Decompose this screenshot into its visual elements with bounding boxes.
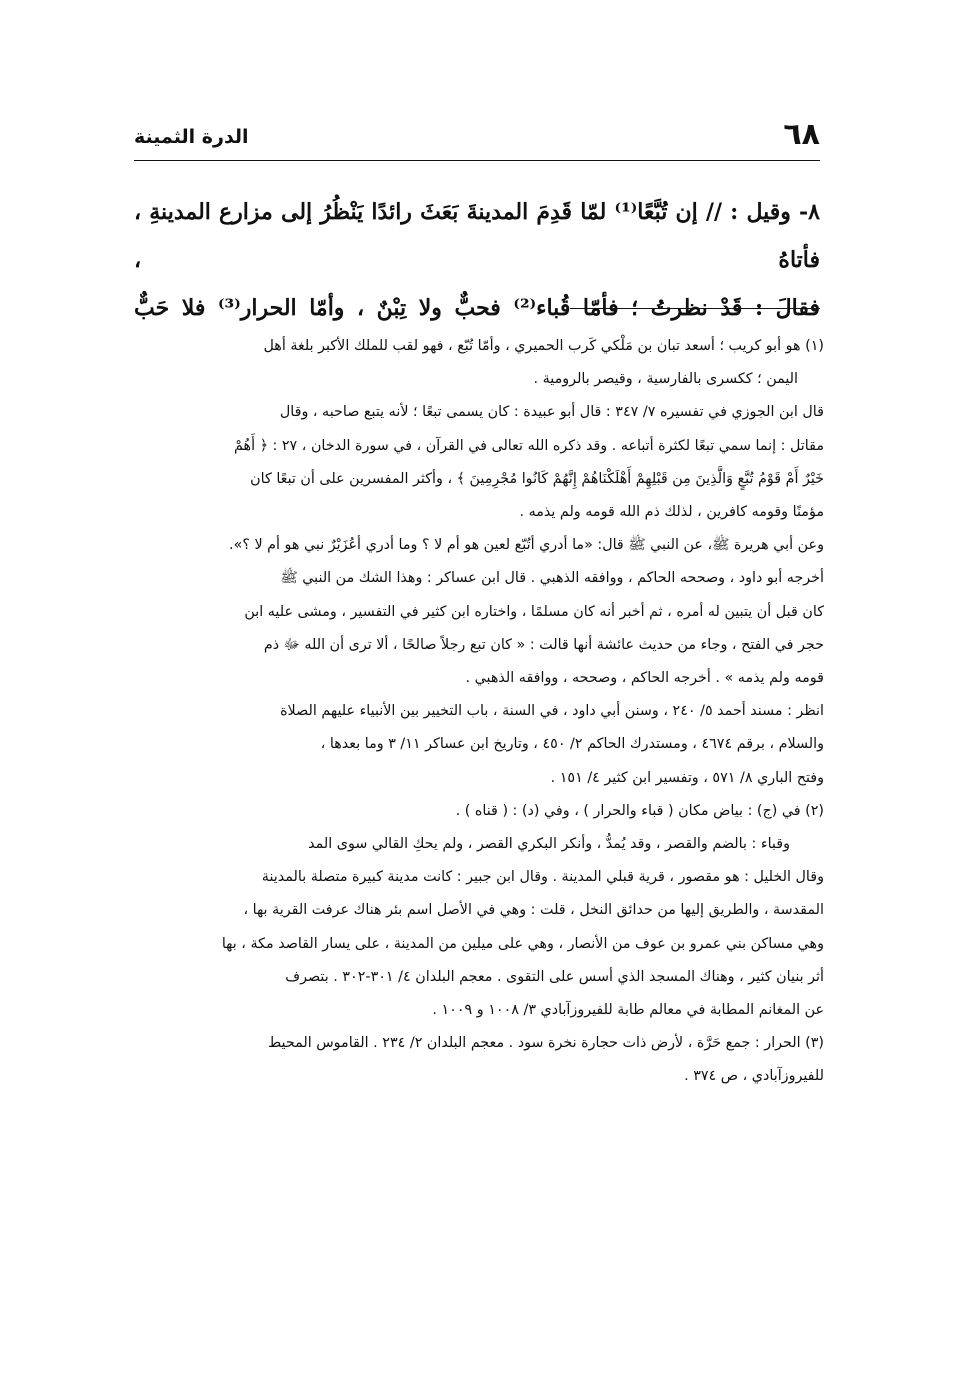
footnote-line: كان قبل أن يتبين له أمره ، ثم أخبر أنه كان مسلمًا ، واختاره ابن كثير في التفسير ، ومشى عليه ابن [244,603,824,620]
footnote-line: قومه ولم يذمه » . أخرجه الحاكم ، وصححه ، ووافقه الذهبي . [465,670,824,687]
footnote-line: والسلام ، برقم ٤٦٧٤ ، ومستدرك الحاكم ٢/ ٤٥٠ ، وتاريخ ابن عساكر ١١/ ٣ وما بعدها ، [320,736,824,753]
main-text [134,188,820,332]
footnote-line: وفتح الباري ٨/ ٥٧١ ، وتفسير ابن كثير ٤/ ١٥١ . [550,769,824,786]
footnote-line: قال ابن الجوزي في تفسيره ٧/ ٣٤٧ : قال أبو عبيدة : كان يسمى تبعًا ؛ لأنه يتبع صاحبه ، وقال [279,404,824,421]
page-number: ٦٨ [783,117,820,152]
footnote-line: (٢) في (ج) : بياض مكان ( قباء والحرار ) ، وفي (د) : ( قناه ) . [455,802,824,819]
footnote-line: أخرجه أبو داود ، وصححه الحاكم ، ووافقه الذهبي . قال ابن عساكر : وهذا الشك من النبي ﷺ [280,570,824,587]
header-divider [134,160,820,161]
footnote-line: وقباء : بالضم والقصر ، وقد يُمدُّ ، وأنكر البكري القصر ، ولم يحكِ القالي سوى المد [308,836,790,853]
footnote-line: مقاتل : إنما سمي تبعًا لكثرة أتباعه . وقد ذكره الله تعالى في القرآن ، في سورة الدخان ، ٢٧ : ﴿ أَهُمْ [234,437,824,454]
footnote-line: عن المغانم المطابة في معالم طابة للفيروزآبادي ٣/ ١٠٠٨ و ١٠٠٩ . [432,1002,824,1019]
running-title: الدرة الثمينة [134,126,249,148]
footnote-line: (٣) الحرار : جمع حَرَّة ، لأرض ذات حجارة نخرة سود . معجم البلدان ٢/ ٢٣٤ . القاموس المحيط [267,1035,824,1052]
main-text-line: ٨- وقيل : // إن تُبَّعًا⁽¹⁾ لمّا قَدِمَ المدينةَ بَعَثَ رائدًا يَنْظُرُ إلى مزارع المدينةِ ، فأتاهُ ، [134,199,820,273]
footnote-line: وعن أبي هريرة ﷺ، عن النبي ﷺ قال: «ما أدري أتُبّع لعين هو أم لا ؟ وما أدري أعُزَيْرٌ نبي هو أم لا ؟». [229,537,824,554]
footnote-line: اليمن ؛ ككسرى بالفارسية ، وقيصر بالرومية . [533,371,798,388]
footnote-line: حجر في الفتح ، وجاء من حديث عائشة أنها قالت : « كان تبع رجلاً صالحًا ، ألا ترى أن الله ﷻ ذم [263,636,824,653]
footnote-line: أثر بنيان كثير ، وهناك المسجد الذي أسس على التقوى . معجم البلدان ٤/ ٣٠١-٣٠٢ . بتصرف [285,968,824,985]
footnote-line: خَيْرٌ أَمْ قَوْمُ تُبَّعٍ وَالَّذِينَ مِن قَبْلِهِمْ أَهْلَكْنَاهُمْ إِنَّهُمْ كَانُوا مُجْرِمِينَ ﴾ ، وأكثر المفسرين على أن تبعًا كان [250,470,824,487]
footnote-line: انظر : مسند أحمد ٥/ ٢٤٠ ، وسنن أبي داود ، في السنة ، باب التخيير بين الأنبياء عليهم الصلاة [280,703,824,720]
page-header [134,118,820,158]
footnote-line: مؤمنًا وقومه كافرين ، لذلك ذم الله قومه ولم يذمه . [519,504,824,521]
footnote-line: للفيروزآبادي ، ص ٣٧٤ . [684,1068,824,1085]
footnotes [134,330,824,1094]
footnote-line: (١) هو أبو كريب ؛ أسعد تبان بن مَلْكي كَرب الحميري ، وأمّا تُبّع ، فهو لقب للملك الأكبر بلغة أهل [263,338,824,354]
footnote-line: وقال الخليل : هو مقصور ، قرية قبلي المدينة . وقال ابن جبير : كانت مدينة كبيرة متصلة بالمدينة [261,869,824,886]
footnote-line: وهي مساكن بني عمرو بن عوف من الأنصار ، وهي على ميلين من المدينة ، على يسار القاصد مكة ، بها [221,935,824,952]
main-text-line: فقالَ : قَدْ نظرتُ ؛ فأمّا قُباء⁽²⁾ فحبٌّ ولا تِبْنٌ ، وأمّا الحرار⁽³⁾ فلا حَبٌّ [134,295,820,321]
footnote-divider [570,308,820,309]
footnote-line: المقدسة ، والطريق إليها من حدائق النخل ، قلت : وهي في الأصل اسم بئر هناك عرفت القرية بها ، [243,902,824,919]
